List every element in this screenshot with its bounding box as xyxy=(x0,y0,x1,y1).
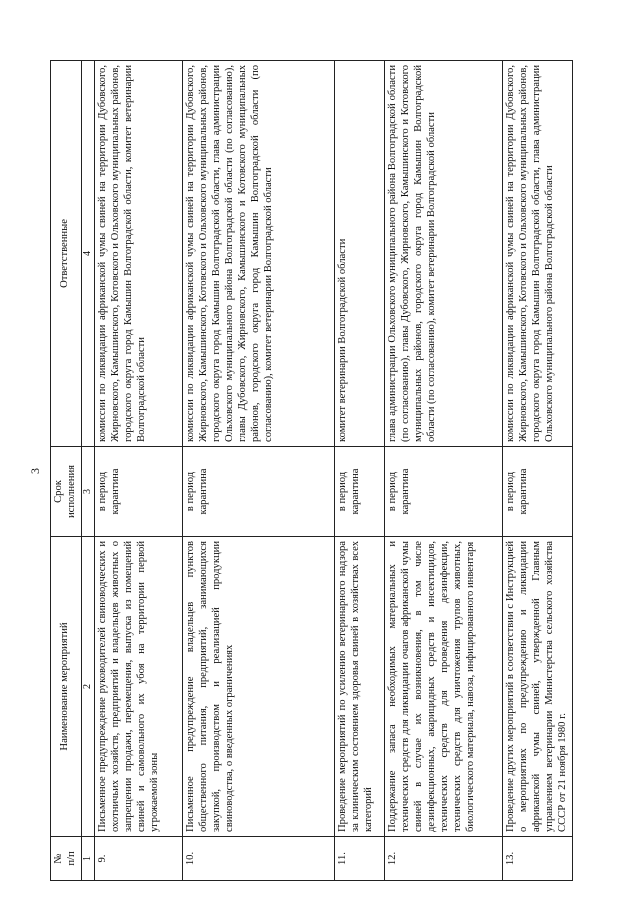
measure-responsible: комитет ветеринарии Волгоградской области xyxy=(335,61,385,447)
column-number: 1 xyxy=(81,837,94,881)
header-number-text: № п/п xyxy=(53,851,77,866)
table-row xyxy=(335,61,385,881)
measure-responsible: комиссии по ликвидации африканской чумы свиней на территории Дубовского, Жирновского, Камышинского, Котовского и Ольховского муниципальных районов, городского округа город Камышин Волгоградской области, комитет ветеринарии Волгоградской области xyxy=(95,61,183,447)
measure-term: в период карантина xyxy=(335,447,385,537)
measure-responsible: комиссии по ликвидации африканской чумы свиней на территории Дубовского, Жирновского, Камышинского, Котовского и Ольховского муниципальных районов, городского округа город Камышин Волгоградской области, глава администрации Ольховского муниципального района Волгоградской области xyxy=(503,61,573,447)
row-number: 12. xyxy=(385,837,503,881)
header-term-text: Срок исполнения xyxy=(53,464,77,519)
row-number: 13. xyxy=(503,837,573,881)
header-responsible: Ответственные xyxy=(51,61,82,447)
column-number: 3 xyxy=(81,447,94,537)
page-number: 3 xyxy=(28,468,42,474)
table-row xyxy=(183,61,335,881)
measure-term: в период карантина xyxy=(183,447,335,537)
measures-table xyxy=(50,60,573,881)
column-number: 4 xyxy=(81,61,94,447)
rotated-landscape-sheet xyxy=(28,61,590,881)
measure-name: Проведение других мероприятий в соответствии с Инструкцией о мероприятиях по предупреждению и ликвидации африканской чумы свиней, утвержденной Главным управлением ветеринарии Министерства сельского хозяйства СССР от 21 ноября 1980 г. xyxy=(503,537,573,837)
measure-term: в период карантина xyxy=(95,447,183,537)
measure-term: в период карантина xyxy=(385,447,503,537)
table-header-row xyxy=(51,61,82,881)
table-row xyxy=(503,61,573,881)
header-name: Наименование мероприятий xyxy=(51,537,82,837)
row-number: 9. xyxy=(95,837,183,881)
measure-responsible: глава администрации Ольховского муниципального района Волгоградской области (по согласованию), главы Дубовского, Жирновского, Камышинского и Котовского муниципальных районов, городского округа город Камышин Волгоградской области (по согласованию), комитет ветеринарии Волгоградской области xyxy=(385,61,503,447)
measure-term: в период карантина xyxy=(503,447,573,537)
table-row xyxy=(385,61,503,881)
column-number: 2 xyxy=(81,537,94,837)
header-number xyxy=(51,837,82,881)
column-number-row xyxy=(81,61,94,881)
row-number: 10. xyxy=(183,837,335,881)
measure-name: Письменное предупреждение руководителей свиноводческих и охотничьих хозяйств, предприятий и владельцев животных о запрещении продажи, перемещения, выпуска из помещений свиней и самовольного их убоя на территории первой угрожаемой зоны xyxy=(95,537,183,837)
measure-responsible: комиссии по ликвидации африканской чумы свиней на территории Дубовского, Жирновского, Камышинского, Котовского и Ольховского муниципальных районов, городского округа город Камышин Волгоградской области, глава администрации Ольховского муниципального района Волгоградской области (по согласованию), главы Дубовского, Жирновского, Камышинского и Котовского муниципальных районов, городского округа город Камышин Волгоградской области (по согласованию), комитет ветеринарии Волгоградской области xyxy=(183,61,335,447)
table-row xyxy=(95,61,183,881)
header-term xyxy=(51,447,82,537)
measure-name: Письменное предупреждение владельцев пунктов общественного питания, предприятий, занимающихся закупкой, производством и реализацией продукции свиноводства, о введенных ограничениях xyxy=(183,537,335,837)
measure-name: Проведение мероприятий по усилению ветеринарного надзора за клиническим состоянием здоровья свиней в хозяйствах всех категорий xyxy=(335,537,385,837)
row-number: 11. xyxy=(335,837,385,881)
measure-name: Поддержание запаса необходимых материальных и технических средств для ликвидации очагов африканской чумы свиней в случае их возникновения, в том числе дезинфекционных, акарицидных средств и инсектицидов, технических средств для проведения дезинфекции, технических средств для уничтожения трупов животных, биологического материала, навоза, инфицированного инвентаря xyxy=(385,537,503,837)
